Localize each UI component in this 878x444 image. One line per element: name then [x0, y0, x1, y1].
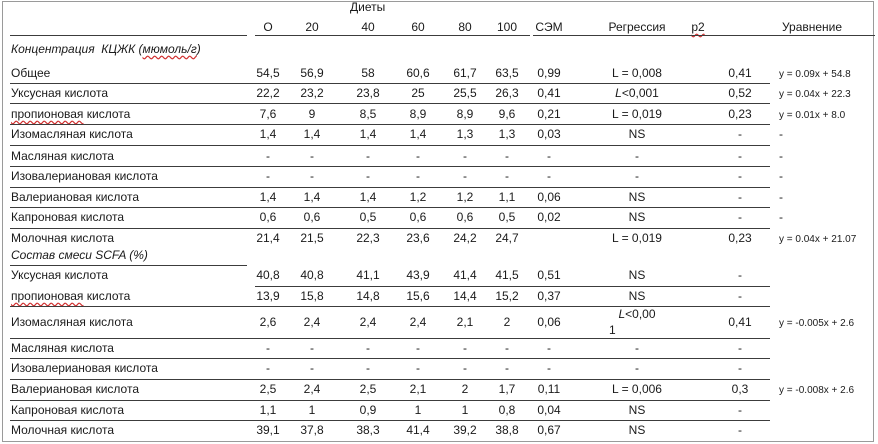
sem-cell: 0,21 — [537, 107, 561, 121]
value-cell: 22,3 — [356, 231, 380, 245]
value-cell: 8,9 — [456, 107, 474, 121]
r2-cell: 0,41 — [728, 315, 752, 329]
regression-cell: NS — [628, 268, 646, 282]
row-divider — [10, 83, 770, 84]
column-header: 60 — [411, 20, 425, 34]
sem-cell: - — [547, 149, 551, 163]
r2-cell: - — [738, 341, 742, 355]
value-cell: 1,4 — [409, 127, 427, 141]
value-cell: - — [266, 341, 270, 355]
row-label: Изомасляная кислота — [11, 315, 133, 329]
sem-cell: 0,37 — [537, 289, 561, 303]
r2-cell: - — [738, 403, 742, 417]
value-cell: - — [416, 169, 420, 183]
r2-cell: 0,41 — [728, 66, 752, 80]
regression-cell: NS — [628, 210, 646, 224]
equation-cell: y = -0.005x + 2.6 — [779, 318, 855, 329]
value-cell: 40,8 — [256, 268, 280, 282]
value-cell: 8,9 — [409, 107, 427, 121]
sem-cell: 0,41 — [537, 86, 561, 100]
value-cell: 1 — [414, 403, 422, 417]
r2-cell: 0,23 — [728, 107, 752, 121]
row-divider — [533, 35, 875, 36]
value-cell: - — [463, 149, 467, 163]
regression-cell: L = 0,019 — [612, 231, 662, 245]
value-cell: 2,6 — [259, 315, 277, 329]
value-cell: 1,7 — [498, 382, 516, 396]
value-cell: 1,4 — [359, 190, 377, 204]
sem-cell: 0,06 — [537, 190, 561, 204]
r2-cell: - — [738, 268, 742, 282]
r2-cell: 0,3 — [731, 382, 749, 396]
value-cell: - — [416, 361, 420, 375]
sem-cell: 0,06 — [537, 315, 561, 329]
column-header: 80 — [458, 20, 472, 34]
value-cell: 1,4 — [359, 127, 377, 141]
equation-cell: - — [779, 127, 783, 141]
regression-cell: NS — [628, 127, 646, 141]
row-divider — [10, 379, 770, 380]
value-cell: 8,5 — [359, 107, 377, 121]
value-cell: 1,4 — [303, 190, 321, 204]
equation-cell: - — [779, 210, 783, 224]
value-cell: 1,2 — [456, 190, 474, 204]
r2-cell: 0,23 — [728, 231, 752, 245]
value-cell: - — [505, 341, 509, 355]
row-divider — [255, 286, 770, 287]
row-divider — [10, 228, 770, 229]
regression-cell: L = 0,019 — [612, 107, 662, 121]
value-cell: 23,8 — [356, 86, 380, 100]
value-cell: 15,6 — [406, 289, 430, 303]
value-cell: 1,1 — [259, 403, 277, 417]
value-cell: 22,2 — [256, 86, 280, 100]
row-label: Масляная кислота — [11, 149, 114, 163]
value-cell: 43,9 — [406, 268, 430, 282]
value-cell: 41,1 — [356, 268, 380, 282]
value-cell: 24,2 — [453, 231, 477, 245]
row-label: Изомасляная кислота — [11, 127, 133, 141]
value-cell: 2,5 — [359, 382, 377, 396]
regression-cell: L = 0,006 — [612, 382, 662, 396]
row-label: Молочная кислота — [11, 231, 115, 245]
sem-cell: 0,03 — [537, 127, 561, 141]
value-cell: 0,5 — [359, 210, 377, 224]
value-cell: - — [366, 169, 370, 183]
column-header: р2 — [691, 20, 705, 34]
value-cell: - — [366, 149, 370, 163]
row-divider — [10, 124, 770, 125]
regression-cell: NS — [628, 190, 646, 204]
value-cell: 21,4 — [256, 231, 280, 245]
value-cell: 1,4 — [259, 127, 277, 141]
value-cell: - — [310, 341, 314, 355]
diets-label: Диеты — [350, 0, 386, 14]
r2-cell: - — [738, 149, 742, 163]
value-cell: - — [266, 361, 270, 375]
value-cell: 2,1 — [456, 315, 474, 329]
equation-cell: y = -0.008x + 2.6 — [779, 385, 855, 396]
column-header: 40 — [361, 20, 375, 34]
sem-cell: 0,51 — [537, 268, 561, 282]
value-cell: 60,6 — [406, 66, 430, 80]
sem-cell: 0,02 — [537, 210, 561, 224]
value-cell: 2,4 — [409, 315, 427, 329]
row-label: пропионовая кислота — [11, 107, 131, 121]
value-cell: 0,6 — [303, 210, 321, 224]
value-cell: 38,8 — [495, 423, 519, 437]
sem-cell: 0,99 — [537, 66, 561, 80]
value-cell: 9,6 — [498, 107, 516, 121]
column-header: Уравнение — [781, 20, 843, 34]
section-title: Концентрация КЦЖК (мюмоль/г) — [11, 42, 201, 56]
value-cell: 58 — [361, 66, 375, 80]
row-divider — [255, 35, 530, 36]
value-cell: 2,1 — [409, 382, 427, 396]
value-cell: 63,5 — [495, 66, 519, 80]
value-cell: 13,9 — [256, 289, 280, 303]
sem-cell: - — [547, 169, 551, 183]
value-cell: 56,9 — [300, 66, 324, 80]
equation-cell: - — [779, 149, 783, 163]
value-cell: 37,8 — [300, 423, 324, 437]
value-cell: - — [310, 169, 314, 183]
r2-cell: - — [738, 423, 742, 437]
value-cell: 2,5 — [259, 382, 277, 396]
value-cell: 41,4 — [453, 268, 477, 282]
column-header: 20 — [305, 20, 319, 34]
value-cell: 1,4 — [303, 127, 321, 141]
r2-cell: - — [738, 190, 742, 204]
r2-cell: - — [738, 169, 742, 183]
value-cell: 2 — [461, 382, 469, 396]
row-label: Общее — [11, 66, 51, 80]
row-label: Изовалериановая кислота — [11, 169, 158, 183]
value-cell: 41,5 — [495, 268, 519, 282]
value-cell: 1,2 — [409, 190, 427, 204]
row-label: Уксусная кислота — [11, 86, 109, 100]
value-cell: 2 — [503, 315, 511, 329]
row-label: Валериановая кислота — [11, 190, 139, 204]
section-title: Состав смеси SCFA (%) — [11, 248, 148, 262]
value-cell: 25,5 — [453, 86, 477, 100]
value-cell: 23,2 — [300, 86, 324, 100]
row-label: Молочная кислота — [11, 423, 115, 437]
value-cell: 1,1 — [498, 190, 516, 204]
row-divider — [10, 103, 770, 104]
r2-cell: - — [738, 289, 742, 303]
value-cell: 1,4 — [259, 190, 277, 204]
value-cell: 0,6 — [259, 210, 277, 224]
value-cell: - — [310, 361, 314, 375]
regression-cell: L<0,001 — [615, 86, 659, 100]
value-cell: 21,5 — [300, 231, 324, 245]
value-cell: - — [310, 149, 314, 163]
value-cell: - — [416, 149, 420, 163]
equation-cell: - — [779, 190, 783, 204]
value-cell: 2,4 — [303, 382, 321, 396]
sem-cell: - — [547, 341, 551, 355]
value-cell: 9 — [308, 107, 316, 121]
row-divider — [10, 306, 770, 307]
value-cell: 0,6 — [409, 210, 427, 224]
row-label: Изовалериановая кислота — [11, 361, 158, 375]
value-cell: 1 — [308, 403, 316, 417]
row-divider — [10, 145, 770, 146]
row-label: Уксусная кислота — [11, 268, 109, 282]
value-cell: 14,4 — [453, 289, 477, 303]
value-cell: 0,8 — [498, 403, 516, 417]
value-cell: 39,1 — [256, 423, 280, 437]
value-cell: 24,7 — [495, 231, 519, 245]
value-cell: - — [416, 341, 420, 355]
regression-cell: L<0,00 — [618, 307, 656, 321]
regression-cell: NS — [628, 423, 646, 437]
row-divider — [10, 166, 770, 167]
row-label: Капроновая кислота — [11, 403, 125, 417]
value-cell: 0,9 — [359, 403, 377, 417]
value-cell: 15,2 — [495, 289, 519, 303]
column-header: О — [263, 20, 273, 34]
value-cell: 41,4 — [406, 423, 430, 437]
regression-cell: NS — [628, 403, 646, 417]
column-header: Регрессия — [608, 20, 666, 34]
value-cell: - — [505, 169, 509, 183]
row-divider — [10, 400, 770, 401]
row-divider — [10, 187, 770, 188]
value-cell: 15,8 — [300, 289, 324, 303]
column-header: 100 — [496, 20, 518, 34]
regression-cell-extra: 1 — [609, 323, 616, 337]
value-cell: 14,8 — [356, 289, 380, 303]
column-header: СЭМ — [535, 20, 563, 34]
sem-cell: 0,11 — [537, 382, 561, 396]
value-cell: 26,3 — [495, 86, 519, 100]
row-divider — [10, 358, 770, 359]
value-cell: 61,7 — [453, 66, 477, 80]
value-cell: 54,5 — [256, 66, 280, 80]
equation-cell: y = 0.09x + 54.8 — [779, 69, 851, 80]
value-cell: 39,2 — [453, 423, 477, 437]
regression-cell: - — [635, 149, 639, 163]
r2-cell: - — [738, 127, 742, 141]
value-cell: 0,6 — [456, 210, 474, 224]
value-cell: - — [463, 169, 467, 183]
value-cell: 0,5 — [498, 210, 516, 224]
row-label: Капроновая кислота — [11, 210, 125, 224]
row-label: Масляная кислота — [11, 341, 114, 355]
r2-cell: 0,52 — [728, 86, 752, 100]
value-cell: 23,6 — [406, 231, 430, 245]
value-cell: 1,3 — [456, 127, 474, 141]
value-cell: 1,3 — [498, 127, 516, 141]
regression-cell: NS — [628, 289, 646, 303]
row-label: пропионовая кислота — [11, 289, 131, 303]
value-cell: 1 — [461, 403, 469, 417]
row-label: Валериановая кислота — [11, 382, 139, 396]
row-divider — [10, 420, 770, 421]
value-cell: - — [366, 341, 370, 355]
value-cell: - — [266, 149, 270, 163]
r2-cell: - — [738, 361, 742, 375]
regression-cell: L = 0,008 — [612, 66, 662, 80]
value-cell: 40,8 — [300, 268, 324, 282]
regression-cell: - — [635, 169, 639, 183]
value-cell: - — [366, 361, 370, 375]
value-cell: 25 — [411, 86, 425, 100]
equation-cell: y = 0.01x + 8.0 — [779, 110, 846, 121]
equation-cell: y = 0.04x + 22.3 — [779, 89, 851, 100]
row-divider — [10, 207, 770, 208]
value-cell: 7,6 — [259, 107, 277, 121]
r2-cell: - — [738, 210, 742, 224]
regression-cell: - — [635, 361, 639, 375]
value-cell: - — [266, 169, 270, 183]
value-cell: 2,4 — [303, 315, 321, 329]
value-cell: - — [505, 361, 509, 375]
value-cell: 2,4 — [359, 315, 377, 329]
equation-cell: y = 0.04x + 21.07 — [779, 234, 857, 245]
value-cell: 38,3 — [356, 423, 380, 437]
sem-cell: - — [547, 361, 551, 375]
regression-cell: - — [635, 341, 639, 355]
row-divider — [10, 265, 247, 266]
sem-cell: 0,04 — [537, 403, 561, 417]
equation-cell: - — [779, 169, 783, 183]
row-divider — [10, 35, 247, 36]
value-cell: - — [463, 361, 467, 375]
sem-cell: 0,67 — [537, 423, 561, 437]
value-cell: - — [463, 341, 467, 355]
row-divider — [10, 338, 770, 339]
value-cell: - — [505, 149, 509, 163]
